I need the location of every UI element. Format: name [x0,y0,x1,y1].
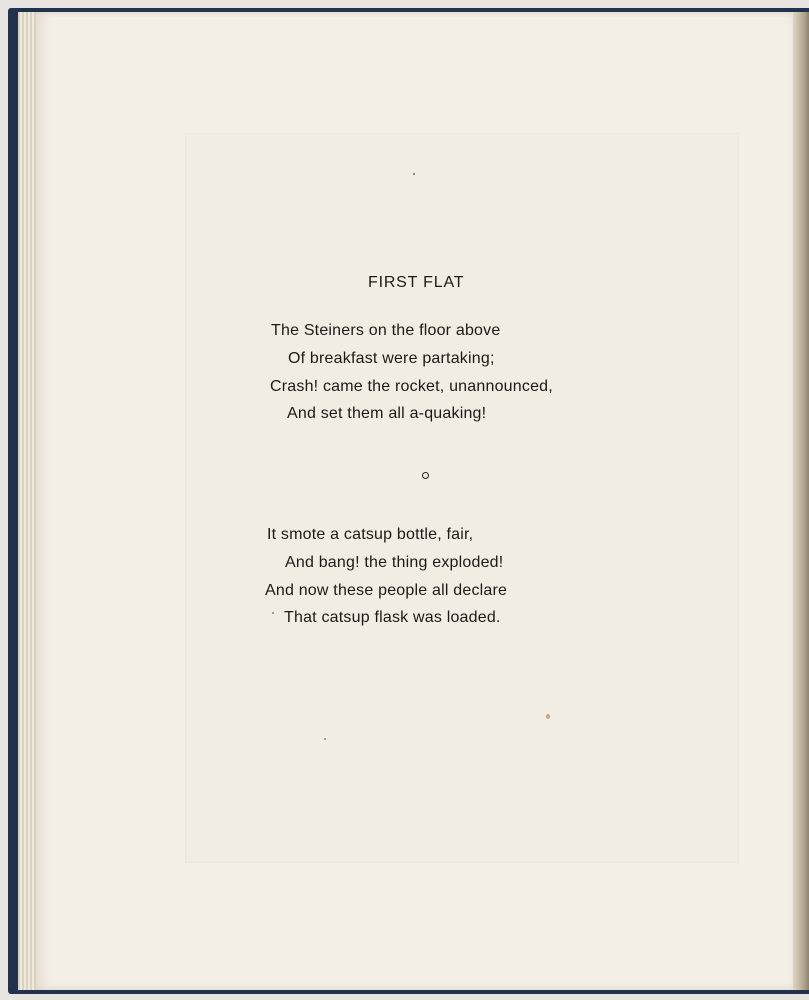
stanza-ornament [422,472,429,479]
poem-line: It smote a catsup bottle, fair, [267,526,474,543]
poem-line: That catsup flask was loaded. [284,609,501,626]
poem-title: FIRST FLAT [368,274,465,291]
paper-speck [546,714,550,719]
poem-line: And now these people all declare [265,582,508,599]
book-gutter [793,12,809,990]
poem-line: The Steiners on the floor above [271,322,501,339]
printed-plate [186,134,738,862]
book-page [36,12,796,990]
poem-line: Crash! came the rocket, unannounced, [270,378,553,395]
paper-speck [272,612,274,614]
poem-line: And bang! the thing exploded! [285,554,504,571]
paper-speck [413,173,415,175]
poem-line: And set them all a-quaking! [287,405,487,422]
poem-line: Of breakfast were partaking; [288,350,495,367]
paper-speck [324,738,326,740]
